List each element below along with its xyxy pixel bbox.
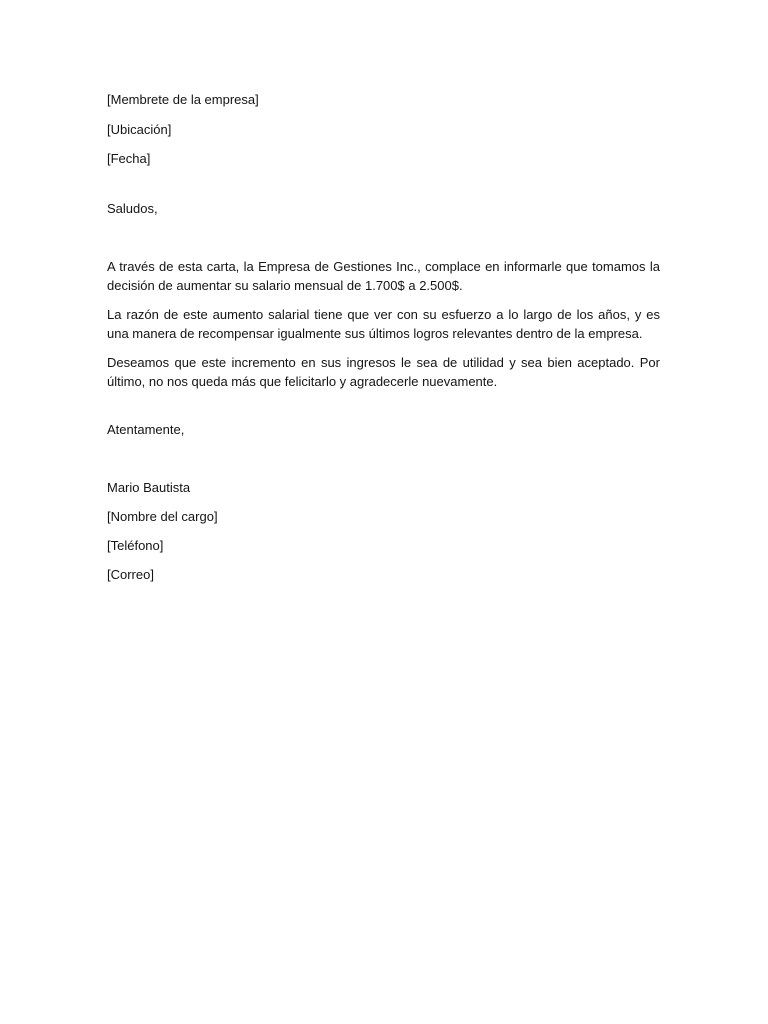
letterhead-placeholder: [Membrete de la empresa] [107, 92, 259, 107]
paragraph-1: A través de esta carta, la Empresa de Gestiones Inc., complace en informarle que tomamos la decisión de aumentar su salario mensual de 1.700$ a 2.500$. [107, 258, 660, 293]
location-placeholder: [Ubicación] [107, 121, 172, 137]
signature-name: Mario Bautista [107, 479, 191, 495]
paragraph-2: La razón de este aumento salarial tiene que ver con su esfuerzo a lo largo de los años, y es una manera de recompensar igualmente sus últimos logros relevantes dentro de la empresa. [107, 306, 660, 341]
signature-position-placeholder: [Nombre del cargo] [107, 508, 218, 524]
letter-body [107, 90, 660, 594]
signature-email-placeholder: [Correo] [107, 566, 154, 582]
signature-phone-placeholder: [Teléfono] [107, 537, 164, 553]
closing: Atentamente, [107, 421, 185, 437]
date-placeholder: [Fecha] [107, 151, 151, 166]
paragraph-3: Deseamos que este incremento en sus ingresos le sea de utilidad y sea bien aceptado. Por último, no nos queda más que felicitarlo y agradecerle nuevamente. [107, 354, 660, 389]
greeting: Saludos, [107, 200, 158, 216]
